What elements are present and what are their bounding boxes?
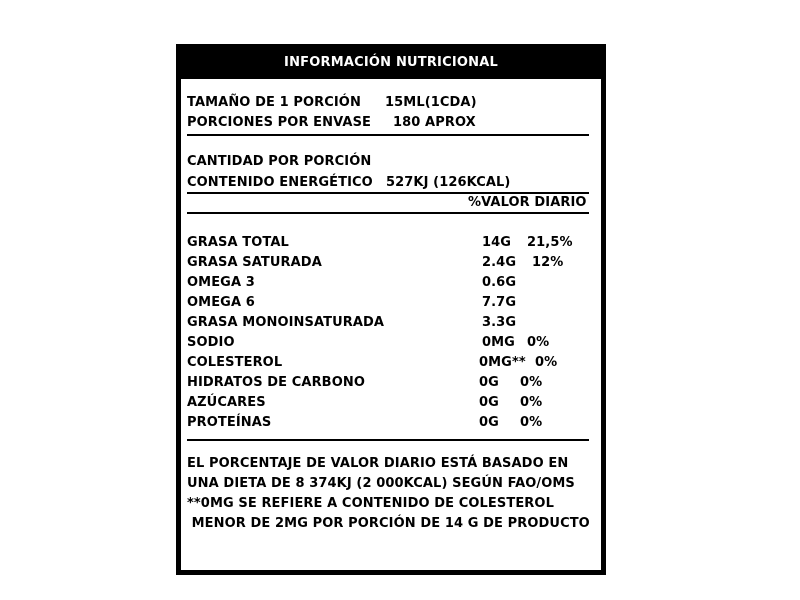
servings-per-container-value: 180 APROX — [393, 115, 476, 130]
nutrient-amount: 3.3G — [482, 315, 517, 330]
divider — [187, 439, 589, 441]
nutrient-daily-percent: 0% — [520, 375, 543, 390]
footnote-line: **0MG SE REFIERE A CONTENIDO DE COLESTEROL — [187, 496, 554, 511]
nutrient-name: HIDRATOS DE CARBONO — [187, 375, 365, 390]
divider — [187, 192, 589, 194]
nutrient-name: OMEGA 3 — [187, 275, 255, 290]
label-title: INFORMACIÓN NUTRICIONAL — [176, 44, 606, 79]
nutrient-daily-percent: 0% — [527, 335, 550, 350]
nutrient-daily-percent: 0% — [520, 415, 543, 430]
nutrient-amount: 0.6G — [482, 275, 517, 290]
nutrient-amount: 0G — [479, 375, 499, 390]
servings-per-container-label: PORCIONES POR ENVASE — [187, 115, 372, 130]
nutrient-amount: 2.4G — [482, 255, 517, 270]
energy-value: 527KJ (126KCAL) — [386, 175, 511, 190]
amount-per-serving-title: CANTIDAD POR PORCIÓN — [187, 154, 372, 169]
daily-value-header: %VALOR DIARIO — [468, 195, 587, 210]
nutrient-amount: 0G — [479, 415, 499, 430]
footnote-line: UNA DIETA DE 8 374KJ (2 000KCAL) SEGÚN FAO/OMS — [187, 476, 575, 491]
nutrient-name: GRASA SATURADA — [187, 255, 322, 270]
nutrient-amount: 0MG** — [479, 355, 526, 370]
nutrient-name: OMEGA 6 — [187, 295, 255, 310]
divider — [187, 212, 589, 214]
nutrient-daily-percent: 0% — [520, 395, 543, 410]
nutrient-amount: 0G — [479, 395, 499, 410]
nutrient-name: GRASA MONOINSATURADA — [187, 315, 385, 330]
nutrient-name: GRASA TOTAL — [187, 235, 289, 250]
divider — [187, 134, 589, 136]
footnote-line: MENOR DE 2MG POR PORCIÓN DE 14 G DE PRODUCTO — [187, 516, 590, 531]
nutrient-name: AZÚCARES — [187, 395, 266, 410]
nutrient-amount: 14G — [482, 235, 512, 250]
nutrient-amount: 7.7G — [482, 295, 517, 310]
nutrient-name: SODIO — [187, 335, 235, 350]
serving-size-value: 15ML(1CDA) — [385, 95, 477, 110]
nutrient-daily-percent: 0% — [535, 355, 558, 370]
serving-size-label: TAMAÑO DE 1 PORCIÓN — [187, 95, 361, 110]
nutrient-amount: 0MG — [482, 335, 515, 350]
footnote-line: EL PORCENTAJE DE VALOR DIARIO ESTÁ BASADO EN — [187, 456, 569, 471]
nutrient-name: PROTEÍNAS — [187, 415, 272, 430]
nutrient-daily-percent: 12% — [532, 255, 564, 270]
nutrient-daily-percent: 21,5% — [527, 235, 573, 250]
nutrient-name: COLESTEROL — [187, 355, 283, 370]
energy-label: CONTENIDO ENERGÉTICO — [187, 175, 373, 190]
